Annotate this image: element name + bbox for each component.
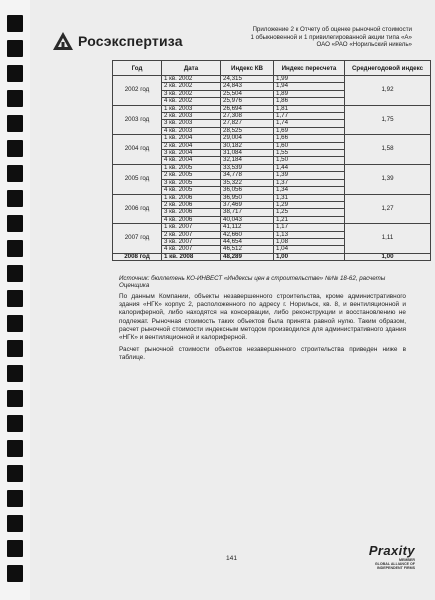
kv-index-cell: 36,056 xyxy=(221,187,274,194)
kv-index-cell: 27,827 xyxy=(221,120,274,127)
conversion-index-cell: 1,55 xyxy=(274,150,345,157)
table-row xyxy=(113,164,431,171)
binder-hole xyxy=(7,190,23,207)
annual-average-cell: 1,92 xyxy=(345,76,431,106)
company-logo xyxy=(52,30,183,52)
kv-index-cell: 30,182 xyxy=(221,142,274,149)
year-cell: 2008 год xyxy=(113,253,162,260)
conversion-index-cell: 1,00 xyxy=(274,253,345,260)
conversion-index-cell: 1,25 xyxy=(274,209,345,216)
header-line: Приложение 2 к Отчету об оценке рыночной стоимости xyxy=(252,26,412,33)
table-row xyxy=(113,135,431,142)
conversion-index-cell: 1,86 xyxy=(274,98,345,105)
year-cell: 2005 год xyxy=(113,164,162,194)
conversion-index-cell: 1,50 xyxy=(274,157,345,164)
praxity-tagline: GLOBAL ALLIANCE OF xyxy=(374,562,415,566)
conversion-index-cell: 1,37 xyxy=(274,179,345,186)
kv-index-cell: 42,660 xyxy=(221,231,274,238)
kv-index-cell: 28,525 xyxy=(221,127,274,134)
date-cell: 2 кв. 2004 xyxy=(162,142,221,149)
kv-index-cell: 25,504 xyxy=(221,90,274,97)
table-header-row xyxy=(113,61,431,76)
table-row xyxy=(113,194,431,201)
body-paragraph: Расчет рыночной стоимости объектов незавершенного строительства приведен ниже в таблице. xyxy=(119,346,406,362)
kv-index-cell: 40,043 xyxy=(221,216,274,223)
header-line: ОАО «РАО «Норильский никель» xyxy=(316,41,412,49)
binder-hole xyxy=(7,340,23,357)
conversion-index-cell: 1,60 xyxy=(274,142,345,149)
date-cell: 3 кв. 2006 xyxy=(162,209,221,216)
conversion-index-cell: 1,31 xyxy=(274,194,345,201)
table-source-caption: Источник: бюллетень КО-ИНВЕСТ «Индексы цен в строительстве» №№ 18-62, расчеты Оценщика xyxy=(119,275,386,289)
kv-index-cell: 46,512 xyxy=(221,246,274,253)
table-row xyxy=(113,253,431,260)
praxity-member: MEMBER xyxy=(399,558,415,562)
conversion-index-cell: 1,94 xyxy=(274,83,345,90)
date-cell: 4 кв. 2003 xyxy=(162,127,221,134)
binder-hole xyxy=(7,565,23,582)
binder-hole xyxy=(7,490,23,507)
kv-index-cell: 24,843 xyxy=(221,83,274,90)
kv-index-cell: 44,654 xyxy=(221,238,274,245)
page-number: 141 xyxy=(226,555,238,562)
conversion-index-cell: 1,21 xyxy=(274,216,345,223)
kv-index-cell: 37,469 xyxy=(221,201,274,208)
annual-average-cell: 1,00 xyxy=(345,253,431,260)
conversion-index-cell: 1,44 xyxy=(274,164,345,171)
date-cell: 1 кв. 2007 xyxy=(162,224,221,231)
praxity-logo xyxy=(343,543,415,570)
kv-index-cell: 25,976 xyxy=(221,98,274,105)
kv-index-cell: 32,184 xyxy=(221,157,274,164)
binder-hole xyxy=(7,65,23,82)
year-cell: 2006 год xyxy=(113,194,162,224)
date-cell: 4 кв. 2004 xyxy=(162,157,221,164)
date-cell: 2 кв. 2003 xyxy=(162,113,221,120)
binder-hole xyxy=(7,240,23,257)
year-cell: 2007 год xyxy=(113,224,162,254)
binder-hole xyxy=(7,515,23,532)
annual-average-cell: 1,39 xyxy=(345,164,431,194)
date-cell: 4 кв. 2002 xyxy=(162,98,221,105)
conversion-index-cell: 1,13 xyxy=(274,231,345,238)
kv-index-cell: 33,539 xyxy=(221,164,274,171)
kv-index-cell: 24,315 xyxy=(221,76,274,83)
kv-index-cell: 29,004 xyxy=(221,135,274,142)
date-cell: 3 кв. 2005 xyxy=(162,179,221,186)
conversion-index-cell: 1,17 xyxy=(274,224,345,231)
binder-hole xyxy=(7,290,23,307)
date-cell: 1 кв. 2006 xyxy=(162,194,221,201)
binder-hole xyxy=(7,390,23,407)
kv-index-cell: 27,308 xyxy=(221,113,274,120)
date-cell: 3 кв. 2004 xyxy=(162,150,221,157)
conversion-index-cell: 1,77 xyxy=(274,113,345,120)
conversion-index-cell: 1,66 xyxy=(274,135,345,142)
column-header-annual-average: Среднегодовой индекс xyxy=(345,61,431,76)
conversion-index-cell: 1,89 xyxy=(274,90,345,97)
table-row xyxy=(113,105,431,112)
conversion-index-cell: 1,08 xyxy=(274,238,345,245)
kv-index-cell: 36,950 xyxy=(221,194,274,201)
binding-strip xyxy=(0,0,30,600)
binder-hole xyxy=(7,540,23,557)
conversion-index-cell: 1,99 xyxy=(274,76,345,83)
date-cell: 2 кв. 2006 xyxy=(162,201,221,208)
column-header-date: Дата xyxy=(162,61,221,76)
annual-average-cell: 1,75 xyxy=(345,105,431,135)
annual-average-cell: 1,27 xyxy=(345,194,431,224)
binder-hole xyxy=(7,440,23,457)
date-cell: 1 кв. 2002 xyxy=(162,76,221,83)
binder-hole xyxy=(7,365,23,382)
logo-text: Росэкспертиза xyxy=(78,33,183,49)
date-cell: 2 кв. 2005 xyxy=(162,172,221,179)
binder-hole xyxy=(7,90,23,107)
date-cell: 4 кв. 2005 xyxy=(162,187,221,194)
conversion-index-cell: 1,34 xyxy=(274,187,345,194)
date-cell: 4 кв. 2006 xyxy=(162,216,221,223)
kv-index-cell: 26,694 xyxy=(221,105,274,112)
binder-hole xyxy=(7,215,23,232)
kv-index-cell: 48,289 xyxy=(221,253,274,260)
column-header-kv-index: Индекс КВ xyxy=(221,61,274,76)
year-cell: 2003 год xyxy=(113,105,162,135)
date-cell: 3 кв. 2003 xyxy=(162,120,221,127)
binder-hole xyxy=(7,165,23,182)
praxity-tagline: INDEPENDENT FIRMS xyxy=(377,566,415,570)
body-paragraph: По данным Компании, объекты незавершенного строительства, кроме административного здания «НГК» корпус 2, расположенного по адресу г. Норильск, кв. 8, и вентиляционной и калориферной, либо находятся на консервации, либо реконструкции и восстановлению не подлежат. Рыночная стоимость таких объектов была принята равной нулю. Таким образом, расчет рыночной стоимости индексным методом производился для административного здания «НГК» и вентиляционной и калориферной. xyxy=(119,293,406,342)
binder-hole xyxy=(7,40,23,57)
conversion-index-cell: 1,74 xyxy=(274,120,345,127)
binder-hole xyxy=(7,15,23,32)
date-cell: 3 кв. 2007 xyxy=(162,238,221,245)
year-cell: 2002 год xyxy=(113,76,162,106)
annual-average-cell: 1,11 xyxy=(345,224,431,254)
conversion-index-cell: 1,39 xyxy=(274,172,345,179)
date-cell: 1 кв. 2005 xyxy=(162,164,221,171)
column-header-year: Год xyxy=(113,61,162,76)
date-cell: 1 кв. 2004 xyxy=(162,135,221,142)
binder-hole xyxy=(7,265,23,282)
conversion-index-cell: 1,29 xyxy=(274,201,345,208)
date-cell: 2 кв. 2007 xyxy=(162,231,221,238)
table-row xyxy=(113,224,431,231)
document-header xyxy=(202,26,412,49)
column-header-conversion-index: Индекс пересчета xyxy=(274,61,345,76)
praxity-name: Praxity xyxy=(368,543,415,558)
binder-hole xyxy=(7,465,23,482)
kv-index-cell: 38,717 xyxy=(221,209,274,216)
kv-index-cell: 35,322 xyxy=(221,179,274,186)
conversion-index-cell: 1,69 xyxy=(274,127,345,134)
date-cell: 2 кв. 2002 xyxy=(162,83,221,90)
date-cell: 1 кв. 2003 xyxy=(162,105,221,112)
binder-hole xyxy=(7,115,23,132)
annual-average-cell: 1,58 xyxy=(345,135,431,165)
kv-index-cell: 34,778 xyxy=(221,172,274,179)
binder-hole xyxy=(7,415,23,432)
header-line: 1 обыкновенной и 1 привилегированной акции типа «А» xyxy=(250,33,412,41)
binder-hole xyxy=(7,140,23,157)
year-cell: 2004 год xyxy=(113,135,162,165)
date-cell: 3 кв. 2002 xyxy=(162,90,221,97)
date-cell: 4 кв. 2007 xyxy=(162,246,221,253)
binder-hole xyxy=(7,315,23,332)
kv-index-cell: 31,084 xyxy=(221,150,274,157)
conversion-index-cell: 1,04 xyxy=(274,246,345,253)
kv-index-cell: 41,112 xyxy=(221,224,274,231)
conversion-index-cell: 1,81 xyxy=(274,105,345,112)
date-cell: 1 кв. 2008 xyxy=(162,253,221,260)
logo-mark-icon xyxy=(52,30,74,52)
index-table xyxy=(112,60,431,261)
table-row xyxy=(113,76,431,83)
